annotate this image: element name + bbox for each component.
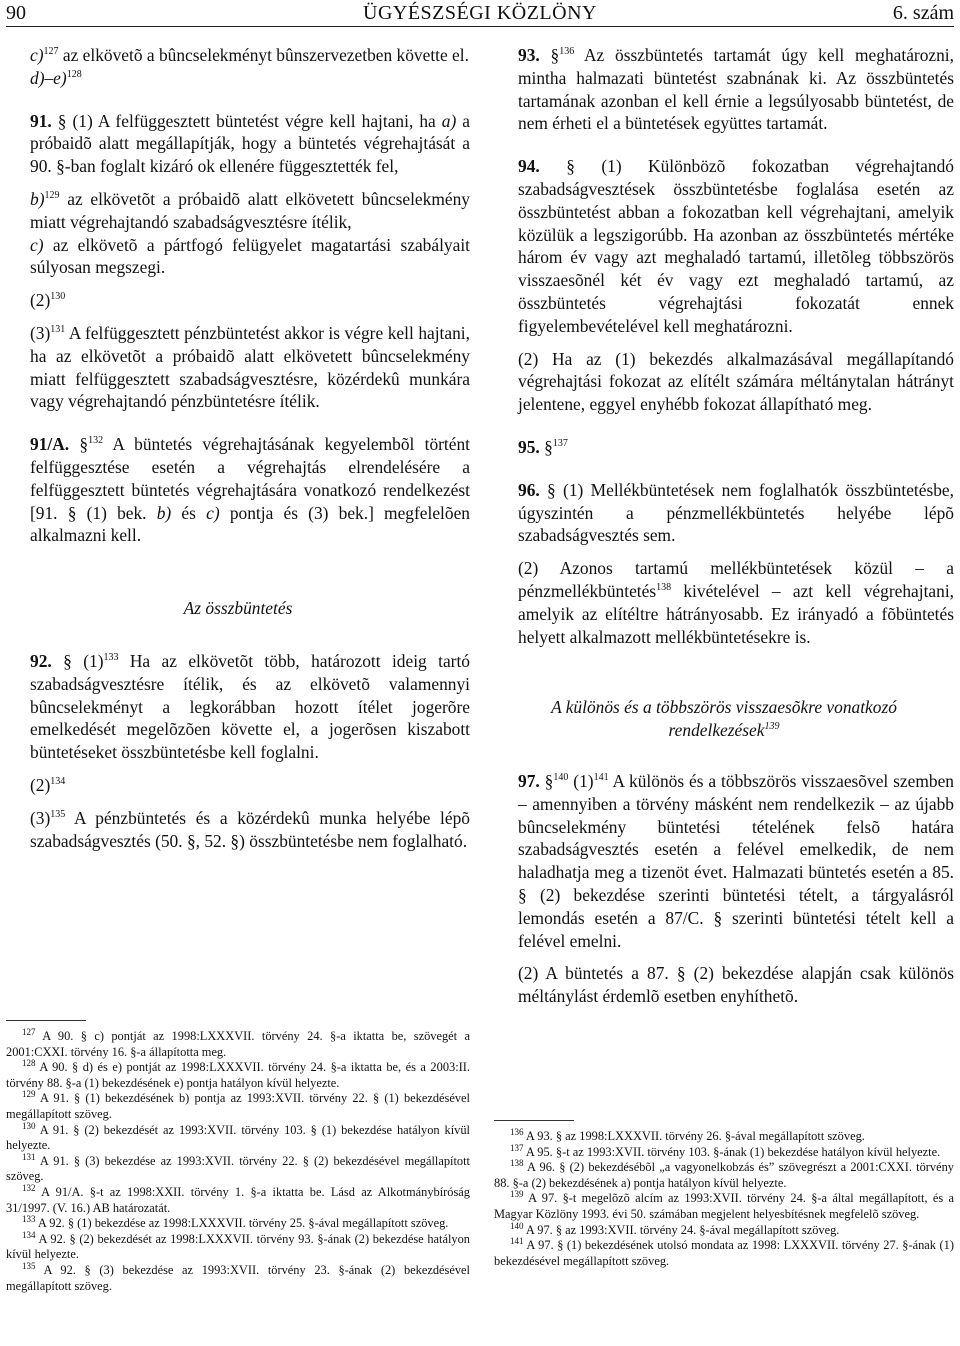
right-column xyxy=(494,44,954,1008)
footnote-137: $^{137}$ A 95. §-t az 1993:XVII. törvény 103. §-ának (1) bekezdése hatályon kívül helyezte. xyxy=(510,1142,941,1159)
footnote-132: $^{132}$ A 91/A. §-t az 1998:XXII. törvény 1. §-a iktatta be. Lásd az Alkotmánybíróság 31/1997. (V. 16.) AB határozatát. xyxy=(6,1182,470,1215)
footnote-128: $^{128}$ A 90. § d) és e) pontját az 1998:LXXXVII. törvény 24. §-a iktatta be, és a 2003:II. törvény 88. §-a (1) bekezdésének e) pontja hatályon kívül helyezte. xyxy=(6,1058,470,1090)
section-heading-osszbuntetes: Az összbüntetés xyxy=(183,598,293,619)
left-column xyxy=(6,44,470,852)
section-92-p1: 92. § $(1)^{133}$ Ha az elkövetõt több, határozott ideig tartó szabadságvesztésre ítélik, és az elkövetõ valamennyi bûncselekményt a legkorábban hozott ítélet jogerõre emelkedését megelõzõen követte el, a jogerõsen kiszabott büntetéseket összbüntetésbe kell foglalni. xyxy=(30,650,470,763)
section-91-p1: 91. § (1) A felfüggesztett büntetést végre kell hajtani, ha a) a próbaidõ alatt megállapítják, hogy a büntetés végrehajtását a 90. §-ban foglalt kizáró ok ellenére függesztették fel, xyxy=(30,110,471,177)
section-94-p2: (2) Ha az (1) bekezdés alkalmazásával megállapítandó végrehajtási fokozat az elítélt számára méltánytalan hátrányt jelentene, eggyel enyhébb fokozat állapítható meg. xyxy=(518,348,954,415)
footnote-141: $^{141}$ A 97. § (1) bekezdésének utolsó mondata az 1998: LXXXVII. törvény 27. §-ának (1) bekezdésével megállapított szöveg. xyxy=(494,1236,954,1268)
footnote-129: $^{129}$ A 91. § (1) bekezdésének b) pontja az 1993:XVII. törvény 22. § (1) bekezdésével megállapított szöveg. xyxy=(6,1089,470,1121)
footnote-rule xyxy=(6,1020,86,1021)
section-92-p2: $(2)^{134}$ xyxy=(30,774,66,795)
footnote-130: $^{130}$ A 91. § (2) bekezdését az 1993:XVII. törvény 103. § (1) bekezdése hatályon kívül helyezte. xyxy=(6,1120,470,1153)
page-number: 90 xyxy=(6,2,26,24)
section-97-p1: 97. §$^{140}$ $(1)^{141}$ A különös és a többszörös visszaesõvel szemben – amennyiben a törvény másként nem rendelkezik – az újabb bûncselekmény büntetési tételének felsõ határa szabadságvesztés esetén a felével emelkedik, de nem haladhatja meg a tizenöt évet. Halmazati büntetés esetén a 85. § (2) bekezdése szerinti büntetési tételt, a tárgyalásról lemondás esetén a 87/C. § szerinti büntetési tételt kell a felével emelni. xyxy=(518,770,954,951)
footnote-127: $^{127}$ A 90. § c) pontját az 1998:LXXXVII. törvény 24. §-a iktatta be, szövegét a 2001:CXXI. törvény 16. §-a állapította meg. xyxy=(6,1027,470,1059)
section-93: 93. §$^{136}$ Az összbüntetés tartamát úgy kell meghatározni, mintha halmazati büntetést szabnának ki. Az összbüntetés tartamának azonban el kell érnie a legsúlyosabb büntetést, de nem érheti el a büntetések együttes tartamát. xyxy=(518,45,954,134)
section-92-p3: $(3)^{135}$ A pénzbüntetés és a közérdekû munka helyébe lépõ szabadságvesztés (50. §, 52. §) összbüntetésbe nem foglalható. xyxy=(30,807,470,851)
footnote-133: $^{133}$ A 92. § (1) bekezdése az 1998:LXXXVII. törvény 25. §-ával megállapított szöveg. xyxy=(22,1214,449,1231)
page-header xyxy=(6,0,954,27)
footnote-140: $^{140}$ A 97. § az 1993:XVII. törvény 24. §-ával megállapított szöveg. xyxy=(510,1220,840,1237)
section-91-b: b)$^{129}$ az elkövetõt a próbaidõ alatt elkövetett bûncselekmény miatt végrehajtandó szabadságvesztésre ítélik, xyxy=(30,188,470,232)
footnote-134: $^{134}$ A 92. § (2) bekezdését az 1998:LXXXVII. törvény 93. §-ának (2) bekezdése hatályon kívül helyezte. xyxy=(6,1229,470,1262)
paragraph-90-c: c)$^{127}$ az elkövetõ a bûncselekményt bûnszervezetben követte el. xyxy=(30,45,469,65)
section-heading-visszaesok: A különös és a többszörös visszaesõkre vonatkozó rendelkezések$^{139}$ xyxy=(551,697,897,741)
section-91-p2: $(2)^{130}$ xyxy=(30,290,66,311)
footnote-rule xyxy=(494,1120,574,1121)
footnote-131: $^{131}$ A 91. § (3) bekezdése az 1993:XVII. törvény 22. § (2) bekezdésével megállapított szöveg. xyxy=(6,1151,471,1184)
section-96-p1: 96. § (1) Mellékbüntetések nem foglalhatók összbüntetésbe, úgyszintén a pénzmellékbüntetés helyébe lépõ szabadságvesztés sem. xyxy=(518,479,954,546)
section-97-p2: (2) A büntetés a 87. § (2) bekezdése alapján csak különös méltánylást érdemlõ esetben enyhíthetõ. xyxy=(518,963,954,1007)
section-91-p3: $(3)^{131}$ A felfüggesztett pénzbüntetést akkor is végre kell hajtani, ha az elkövetõt a próbaidõ alatt elkövetett bûncselekmény miatt felfüggesztett szabadságvesztésre, közérdekû munkára vagy végrehajtandó pénzbüntetésre ítélik. xyxy=(30,322,470,412)
footnote-136: $^{136}$ A 93. § az 1998:LXXXVII. törvény 26. §-ával megállapított szöveg. xyxy=(510,1127,865,1143)
section-95: 95. §$^{137}$ xyxy=(518,436,568,457)
section-96-p2: (2) Azonos tartamú mellékbüntetések közül – a pénzmellékbüntetés$^{138}$ kivételével – azt kell végrehajtani, amelyik az elítéltre hátrányosabb. Ez irányadó a fõbüntetés helyett alkalmazott mellékbüntetésekre is. xyxy=(518,558,954,647)
paragraph-90-de: d)–e)$^{128}$ xyxy=(30,67,82,88)
footnote-138: $^{138}$ A 96. § (2) bekezdésébõl „a vagyonelkobzás és” szövegrészt a 2001:CXXI. törvény 88. §-a (2) bekezdésének a) pontja hatályon kívül helyezte. xyxy=(494,1158,955,1190)
footnote-135: $^{135}$ A 92. § (3) bekezdése az 1993:XVII. törvény 23. §-ának (2) bekezdésével megállapított szöveg. xyxy=(6,1260,470,1293)
left-footnotes xyxy=(6,1020,470,1294)
journal-title: ÜGYÉSZSÉGI KÖZLÖNY xyxy=(363,2,597,24)
footnote-139: $^{139}$ A 97. §-t megelõzõ alcím az 1993:XVII. törvény 24. §-a által megállapított, és a Magyar Közlöny 1993. évi 50. számában megjelent helyesbítésnek megfelelõ szöveg. xyxy=(494,1189,954,1221)
section-94-p1: 94. § (1) Különbözõ fokozatban végrehajtandó szabadságvesztések összbüntetésbe foglalása esetén az összbüntetést abban a fokozatban kell végrehajtani, amelyik közülük a legszigorúbb. Ha azonban az összbüntetés mértéke három év vagy azt meghaladó tartamú, illetõleg többszörös visszaesõnél két év vagy ezt meghaladó tartamú, az összbüntetés végrehajtási fokozatát ennek figyelembevételével kell meghatározni. xyxy=(518,156,954,336)
issue-number: 6. szám xyxy=(892,2,954,24)
section-91-c: c) az elkövetõ a pártfogó felügyelet magatartási szabályait súlyosan megszegi. xyxy=(30,234,470,278)
right-footnotes xyxy=(494,1120,954,1269)
section-91a: 91/A. §$^{132}$ A büntetés végrehajtásának kegyelembõl történt felfüggesztése esetén a végrehajtás elrendelésére a felfüggesztett büntetés végrehajtására vonatkozó rendelkezést [91. § (1) bek. b) és c) pontja és (3) bek.] megfelelõen alkalmazni kell. xyxy=(30,434,471,546)
